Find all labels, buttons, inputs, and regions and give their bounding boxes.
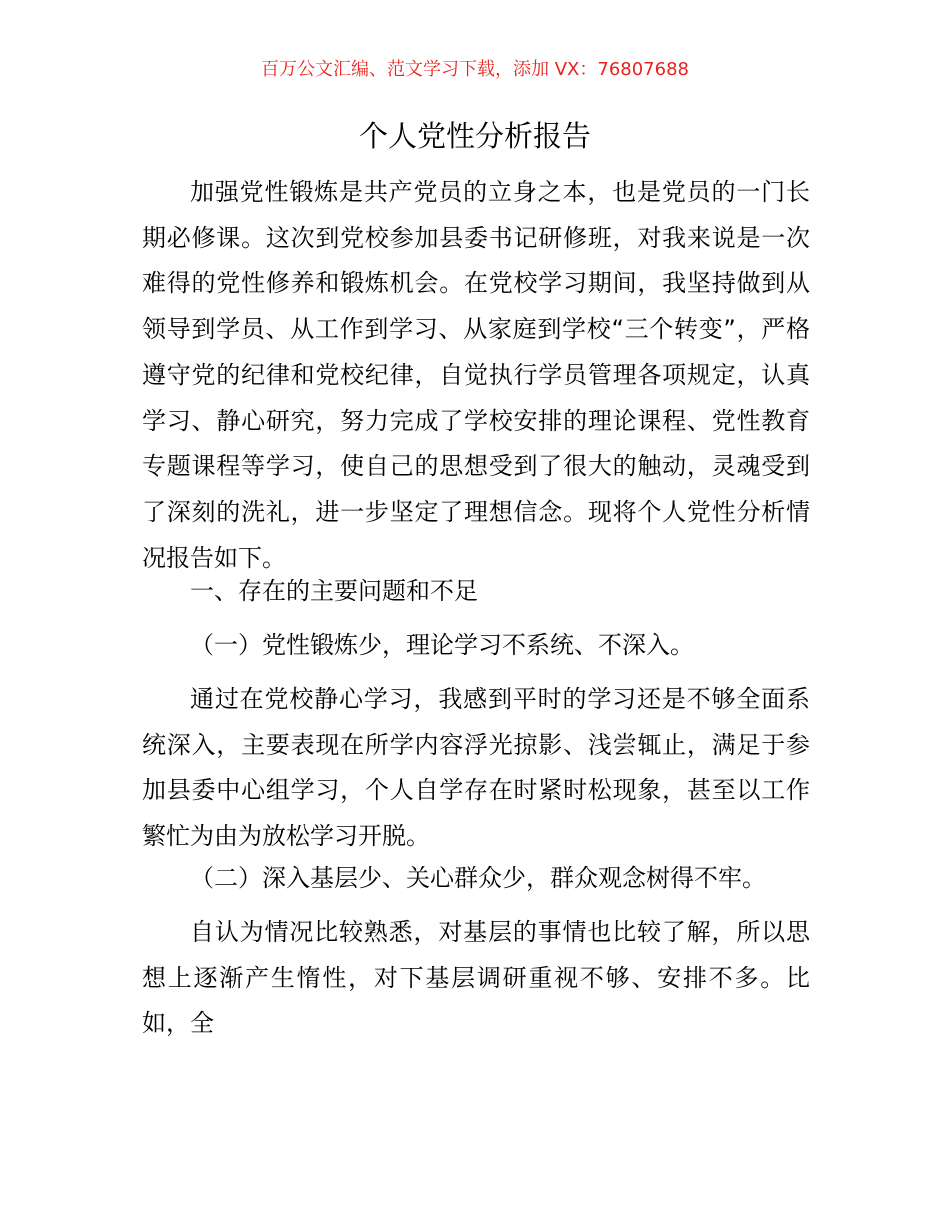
body-paragraph-1: 通过在党校静心学习，我感到平时的学习还是不够全面系统深入，主要表现在所学内容浮光掠影、浅尝辄止，满足于参加县委中心组学习，个人自学存在时紧时松现象，甚至以工作繁忙为由为放松学习开脱。 xyxy=(142,685,810,851)
page-title: 个人党性分析报告 xyxy=(358,119,591,153)
sub-heading-2: （二）深入基层少、关心群众少，群众观念树得不牢。 xyxy=(190,864,766,892)
intro-paragraph: 加强党性锻炼是共产党员的立身之本，也是党员的一门长期必修课。这次到党校参加县委书记研修班，对我来说是一次难得的党性修养和锻炼机会。在党校学习期间，我坚持做到从领导到学员、从工作到学习、从家庭到学校“三个转变”，严格遵守党的纪律和党校纪律，自觉执行学员管理各项规定，认真学习、静心研究，努力完成了学校安排的理论课程、党性教育专题课程等学习，使自己的思想受到了很大的触动，灵魂受到了深刻的洗礼，进一步坚定了理想信念。现将个人党性分析情况报告如下。 xyxy=(142,178,810,572)
sub-heading-1: （一）党性锻炼少，理论学习不系统、不深入。 xyxy=(190,631,694,659)
section-heading: 一、存在的主要问题和不足 xyxy=(190,577,478,605)
watermark-banner: 百万公文汇编、范文学习下载，添加 VX：76807688 xyxy=(261,59,689,80)
body-paragraph-2: 自认为情况比较熟悉，对基层的事情也比较了解，所以思想上逐渐产生惰性，对下基层调研重视不够、安排不多。比如，全 xyxy=(142,918,810,1038)
